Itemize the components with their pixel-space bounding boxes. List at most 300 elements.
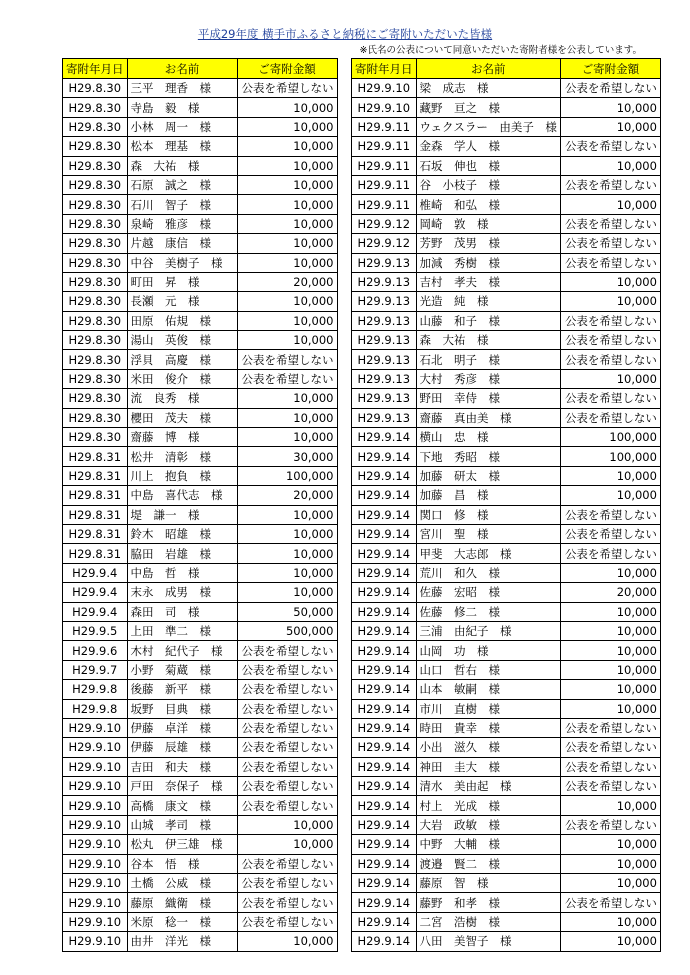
name-cell: 松本 理基 様 (127, 137, 237, 156)
header-date: 寄附年月日 (352, 59, 417, 79)
amount-cell: 10,000 (237, 234, 337, 253)
date-cell: H29.9.10 (63, 932, 128, 951)
amount-cell: 10,000 (237, 815, 337, 834)
date-cell: H29.9.11 (352, 195, 417, 214)
amount-cell: 20,000 (237, 272, 337, 291)
name-cell: 伊藤 卓洋 様 (127, 718, 237, 737)
table-row (63, 331, 338, 350)
amount-cell: 10,000 (237, 117, 337, 136)
date-cell: H29.9.10 (63, 796, 128, 815)
amount-cell: 10,000 (560, 272, 660, 291)
table-row (63, 699, 338, 718)
table-row (63, 680, 338, 699)
amount-cell: 10,000 (560, 602, 660, 621)
amount-cell: 公表を希望しない (237, 854, 337, 873)
amount-cell: 100,000 (237, 466, 337, 485)
table-row (352, 369, 661, 388)
date-cell: H29.9.13 (352, 253, 417, 272)
date-cell: H29.9.14 (352, 699, 417, 718)
date-cell: H29.8.30 (63, 156, 128, 175)
date-cell: H29.9.11 (352, 117, 417, 136)
name-cell: 佐藤 修二 様 (416, 602, 560, 621)
amount-cell: 公表を希望しない (560, 544, 660, 563)
amount-cell: 公表を希望しない (560, 408, 660, 427)
amount-cell: 公表を希望しない (237, 660, 337, 679)
name-cell: 椎崎 和弘 様 (416, 195, 560, 214)
table-row (63, 505, 338, 524)
name-cell: 中野 大輔 様 (416, 835, 560, 854)
name-cell: 森田 司 様 (127, 602, 237, 621)
amount-cell: 10,000 (560, 680, 660, 699)
amount-cell: 10,000 (560, 117, 660, 136)
date-cell: H29.9.14 (352, 893, 417, 912)
amount-cell: 公表を希望しない (560, 718, 660, 737)
table-row (63, 311, 338, 330)
table-row (352, 98, 661, 117)
date-cell: H29.8.30 (63, 175, 128, 194)
name-cell: 村上 光成 様 (416, 796, 560, 815)
date-cell: H29.9.14 (352, 835, 417, 854)
date-cell: H29.9.14 (352, 583, 417, 602)
name-cell: 二宮 浩樹 様 (416, 912, 560, 931)
name-cell: 鈴木 昭雄 様 (127, 524, 237, 543)
table-row (352, 486, 661, 505)
name-cell: 由井 洋光 様 (127, 932, 237, 951)
amount-cell: 公表を希望しない (560, 234, 660, 253)
table-row (352, 175, 661, 194)
date-cell: H29.9.10 (63, 815, 128, 834)
amount-cell: 公表を希望しない (237, 641, 337, 660)
name-cell: 石坂 伸也 様 (416, 156, 560, 175)
date-cell: H29.8.30 (63, 214, 128, 233)
date-cell: H29.9.13 (352, 369, 417, 388)
amount-cell: 公表を希望しない (560, 505, 660, 524)
amount-cell: 10,000 (560, 660, 660, 679)
name-cell: 後藤 新平 様 (127, 680, 237, 699)
name-cell: 伊藤 辰雄 様 (127, 738, 237, 757)
date-cell: H29.8.30 (63, 428, 128, 447)
amount-cell: 10,000 (237, 292, 337, 311)
date-cell: H29.9.14 (352, 874, 417, 893)
date-cell: H29.8.31 (63, 544, 128, 563)
amount-cell: 公表を希望しない (237, 777, 337, 796)
amount-cell: 10,000 (237, 175, 337, 194)
name-cell: 中谷 美樹子 様 (127, 253, 237, 272)
date-cell: H29.9.14 (352, 660, 417, 679)
table-row (352, 835, 661, 854)
table-row (63, 117, 338, 136)
amount-cell: 10,000 (560, 854, 660, 873)
table-row (63, 175, 338, 194)
amount-cell: 20,000 (237, 486, 337, 505)
donor-table-right (351, 58, 661, 952)
table-row (352, 660, 661, 679)
date-cell: H29.9.14 (352, 680, 417, 699)
amount-cell: 10,000 (560, 912, 660, 931)
amount-cell: 10,000 (560, 466, 660, 485)
name-cell: 松井 清彰 様 (127, 447, 237, 466)
amount-cell: 10,000 (560, 563, 660, 582)
name-cell: 八田 美智子 様 (416, 932, 560, 951)
amount-cell: 10,000 (237, 524, 337, 543)
amount-cell: 公表を希望しない (560, 389, 660, 408)
date-cell: H29.8.31 (63, 524, 128, 543)
table-row (63, 524, 338, 543)
amount-cell: 公表を希望しない (560, 311, 660, 330)
date-cell: H29.9.14 (352, 718, 417, 737)
table-row (352, 757, 661, 776)
table-row (352, 466, 661, 485)
amount-cell: 10,000 (237, 505, 337, 524)
table-row (352, 389, 661, 408)
name-cell: 藏野 亘之 様 (416, 98, 560, 117)
name-cell: 藤野 和孝 様 (416, 893, 560, 912)
name-cell: 中島 喜代志 様 (127, 486, 237, 505)
amount-cell: 10,000 (237, 544, 337, 563)
table-row (352, 718, 661, 737)
name-cell: 川上 抱負 様 (127, 466, 237, 485)
name-cell: 泉崎 雅彦 様 (127, 214, 237, 233)
table-row (63, 272, 338, 291)
table-row (63, 815, 338, 834)
name-cell: 佐藤 宏昭 様 (416, 583, 560, 602)
name-cell: 藤原 智 様 (416, 874, 560, 893)
name-cell: 荒川 和久 様 (416, 563, 560, 582)
table-row (352, 79, 661, 98)
donor-table-left-body (63, 79, 338, 952)
amount-cell: 10,000 (237, 311, 337, 330)
table-row (63, 253, 338, 272)
name-cell: 米田 俊介 様 (127, 369, 237, 388)
name-cell: 山藤 和子 様 (416, 311, 560, 330)
header-amount: ご寄附金額 (237, 59, 337, 79)
table-row (352, 583, 661, 602)
name-cell: 吉村 孝夫 様 (416, 272, 560, 291)
name-cell: 光造 純 様 (416, 292, 560, 311)
date-cell: H29.9.14 (352, 738, 417, 757)
amount-cell: 公表を希望しない (237, 369, 337, 388)
amount-cell: 100,000 (560, 428, 660, 447)
date-cell: H29.9.11 (352, 175, 417, 194)
table-row (63, 563, 338, 582)
amount-cell: 10,000 (237, 253, 337, 272)
date-cell: H29.9.6 (63, 641, 128, 660)
amount-cell: 10,000 (237, 195, 337, 214)
table-row (63, 641, 338, 660)
name-cell: 大岩 政敏 様 (416, 815, 560, 834)
table-row (352, 874, 661, 893)
amount-cell: 10,000 (237, 428, 337, 447)
amount-cell: 公表を希望しない (237, 757, 337, 776)
header-date: 寄附年月日 (63, 59, 128, 79)
date-cell: H29.8.30 (63, 79, 128, 98)
amount-cell: 10,000 (237, 98, 337, 117)
amount-cell: 公表を希望しない (560, 137, 660, 156)
name-cell: 谷 小枝子 様 (416, 175, 560, 194)
name-cell: 長瀬 元 様 (127, 292, 237, 311)
date-cell: H29.8.30 (63, 369, 128, 388)
date-cell: H29.9.13 (352, 311, 417, 330)
date-cell: H29.8.31 (63, 505, 128, 524)
table-row (63, 796, 338, 815)
date-cell: H29.9.11 (352, 156, 417, 175)
date-cell: H29.9.11 (352, 137, 417, 156)
table-row (63, 408, 338, 427)
name-cell: 森 大祐 様 (127, 156, 237, 175)
name-cell: 櫻田 茂夫 様 (127, 408, 237, 427)
amount-cell: 10,000 (560, 796, 660, 815)
table-row (63, 137, 338, 156)
table-row (352, 311, 661, 330)
name-cell: 吉田 和夫 様 (127, 757, 237, 776)
date-cell: H29.9.4 (63, 602, 128, 621)
date-cell: H29.9.14 (352, 466, 417, 485)
table-row (352, 854, 661, 873)
name-cell: 谷本 悟 様 (127, 854, 237, 873)
name-cell: 大村 秀彦 様 (416, 369, 560, 388)
amount-cell: 公表を希望しない (237, 699, 337, 718)
amount-cell: 10,000 (560, 874, 660, 893)
table-row (63, 777, 338, 796)
amount-cell: 100,000 (560, 447, 660, 466)
table-row (352, 777, 661, 796)
name-cell: 上田 準二 様 (127, 621, 237, 640)
table-row (63, 621, 338, 640)
donor-table-left (62, 58, 338, 952)
amount-cell: 公表を希望しない (560, 214, 660, 233)
date-cell: H29.8.30 (63, 195, 128, 214)
donor-table-right-body (352, 79, 661, 952)
name-cell: 渡邉 賢二 様 (416, 854, 560, 873)
name-cell: 山岡 功 様 (416, 641, 560, 660)
date-cell: H29.8.31 (63, 466, 128, 485)
name-cell: 三浦 由紀子 様 (416, 621, 560, 640)
name-cell: 芳野 茂男 様 (416, 234, 560, 253)
name-cell: 坂野 目典 様 (127, 699, 237, 718)
name-cell: 横山 忠 様 (416, 428, 560, 447)
name-cell: 堤 謙一 様 (127, 505, 237, 524)
date-cell: H29.9.10 (63, 835, 128, 854)
name-cell: 山本 敏嗣 様 (416, 680, 560, 699)
amount-cell: 公表を希望しない (560, 350, 660, 369)
amount-cell: 10,000 (237, 389, 337, 408)
table-row (352, 524, 661, 543)
date-cell: H29.9.10 (63, 738, 128, 757)
date-cell: H29.8.30 (63, 350, 128, 369)
amount-cell: 公表を希望しない (560, 815, 660, 834)
amount-cell: 10,000 (237, 137, 337, 156)
table-row (352, 699, 661, 718)
table-row (352, 117, 661, 136)
date-cell: H29.8.31 (63, 486, 128, 505)
table-row (352, 893, 661, 912)
date-cell: H29.9.7 (63, 660, 128, 679)
document-title: 平成29年度 横手市ふるさと納税にご寄附いただいた皆様 (197, 27, 493, 41)
date-cell: H29.9.14 (352, 757, 417, 776)
amount-cell: 10,000 (237, 835, 337, 854)
date-cell: H29.9.14 (352, 621, 417, 640)
name-cell: 金森 学人 様 (416, 137, 560, 156)
date-cell: H29.9.14 (352, 447, 417, 466)
date-cell: H29.8.30 (63, 234, 128, 253)
amount-cell: 公表を希望しない (560, 738, 660, 757)
date-cell: H29.9.13 (352, 408, 417, 427)
name-cell: 松丸 伊三雄 様 (127, 835, 237, 854)
amount-cell: 公表を希望しない (237, 79, 337, 98)
date-cell: H29.8.30 (63, 292, 128, 311)
disclosure-note: ※氏名の公表について同意いただいた寄附者様を公表しています。 (359, 45, 642, 56)
amount-cell: 500,000 (237, 621, 337, 640)
table-row (352, 331, 661, 350)
date-cell: H29.9.10 (63, 757, 128, 776)
date-cell: H29.9.14 (352, 932, 417, 951)
table-row (63, 428, 338, 447)
date-cell: H29.9.14 (352, 641, 417, 660)
amount-cell: 10,000 (560, 641, 660, 660)
table-row (63, 79, 338, 98)
amount-cell: 公表を希望しない (560, 893, 660, 912)
name-cell: 時田 貴幸 様 (416, 718, 560, 737)
date-cell: H29.9.12 (352, 214, 417, 233)
table-row (63, 98, 338, 117)
name-cell: 山城 孝司 様 (127, 815, 237, 834)
table-row (352, 350, 661, 369)
amount-cell: 30,000 (237, 447, 337, 466)
date-cell: H29.9.10 (63, 854, 128, 873)
date-cell: H29.9.8 (63, 680, 128, 699)
date-cell: H29.9.5 (63, 621, 128, 640)
date-cell: H29.8.31 (63, 447, 128, 466)
date-cell: H29.9.13 (352, 331, 417, 350)
amount-cell: 公表を希望しない (560, 79, 660, 98)
amount-cell: 公表を希望しない (560, 253, 660, 272)
amount-cell: 10,000 (560, 98, 660, 117)
amount-cell: 10,000 (560, 932, 660, 951)
table-row (352, 602, 661, 621)
amount-cell: 公表を希望しない (560, 331, 660, 350)
name-cell: 石北 明子 様 (416, 350, 560, 369)
amount-cell: 公表を希望しない (560, 524, 660, 543)
table-row (63, 738, 338, 757)
table-row (63, 195, 338, 214)
name-cell: 甲斐 大志郎 様 (416, 544, 560, 563)
date-cell: H29.8.30 (63, 408, 128, 427)
date-cell: H29.9.10 (63, 718, 128, 737)
name-cell: 藤原 織衛 様 (127, 893, 237, 912)
table-row (63, 350, 338, 369)
name-cell: 湯山 英俊 様 (127, 331, 237, 350)
table-row (352, 912, 661, 931)
table-row (352, 641, 661, 660)
table-row (63, 718, 338, 737)
table-row (352, 195, 661, 214)
date-cell: H29.9.13 (352, 292, 417, 311)
name-cell: 流 良秀 様 (127, 389, 237, 408)
table-row (352, 680, 661, 699)
amount-cell: 公表を希望しない (237, 912, 337, 931)
amount-cell: 10,000 (237, 156, 337, 175)
table-row (352, 738, 661, 757)
amount-cell: 10,000 (560, 195, 660, 214)
header-name: お名前 (127, 59, 237, 79)
date-cell: H29.9.10 (63, 893, 128, 912)
table-row (63, 912, 338, 931)
table-row (63, 369, 338, 388)
date-cell: H29.9.14 (352, 796, 417, 815)
date-cell: H29.9.14 (352, 524, 417, 543)
amount-cell: 10,000 (237, 583, 337, 602)
table-row (352, 447, 661, 466)
amount-cell: 10,000 (560, 621, 660, 640)
name-cell: 土橋 公威 様 (127, 874, 237, 893)
table-row (63, 757, 338, 776)
table-row (352, 292, 661, 311)
table-row (352, 544, 661, 563)
table-row (63, 602, 338, 621)
amount-cell: 20,000 (560, 583, 660, 602)
date-cell: H29.9.4 (63, 563, 128, 582)
name-cell: 末永 成男 様 (127, 583, 237, 602)
table-row (63, 466, 338, 485)
date-cell: H29.9.13 (352, 389, 417, 408)
name-cell: 加減 秀樹 様 (416, 253, 560, 272)
table-row (63, 214, 338, 233)
amount-cell: 10,000 (237, 563, 337, 582)
name-cell: 高橋 康文 様 (127, 796, 237, 815)
name-cell: 梁 成志 様 (416, 79, 560, 98)
date-cell: H29.9.14 (352, 428, 417, 447)
amount-cell: 10,000 (560, 369, 660, 388)
table-row (352, 214, 661, 233)
header-row (352, 59, 661, 79)
date-cell: H29.8.30 (63, 311, 128, 330)
table-row (352, 156, 661, 175)
amount-cell: 50,000 (237, 602, 337, 621)
amount-cell: 10,000 (560, 486, 660, 505)
name-cell: 関口 修 様 (416, 505, 560, 524)
amount-cell: 10,000 (237, 214, 337, 233)
table-row (63, 854, 338, 873)
name-cell: 加藤 昌 様 (416, 486, 560, 505)
date-cell: H29.8.30 (63, 117, 128, 136)
name-cell: 宮川 聖 様 (416, 524, 560, 543)
amount-cell: 10,000 (237, 932, 337, 951)
amount-cell: 公表を希望しない (560, 757, 660, 776)
table-row (352, 253, 661, 272)
amount-cell: 公表を希望しない (560, 175, 660, 194)
name-cell: 小林 周一 様 (127, 117, 237, 136)
date-cell: H29.9.14 (352, 602, 417, 621)
date-cell: H29.9.14 (352, 505, 417, 524)
amount-cell: 10,000 (560, 835, 660, 854)
table-row (63, 874, 338, 893)
date-cell: H29.9.13 (352, 350, 417, 369)
date-cell: H29.9.14 (352, 486, 417, 505)
amount-cell: 10,000 (560, 292, 660, 311)
table-row (63, 932, 338, 951)
name-cell: ウェクスラー 由美子 様 (416, 117, 560, 136)
table-row (352, 137, 661, 156)
table-row (352, 408, 661, 427)
date-cell: H29.9.12 (352, 234, 417, 253)
name-cell: 下地 秀昭 様 (416, 447, 560, 466)
name-cell: 中島 哲 様 (127, 563, 237, 582)
date-cell: H29.9.13 (352, 272, 417, 291)
amount-cell: 公表を希望しない (237, 874, 337, 893)
table-row (63, 893, 338, 912)
date-cell: H29.9.4 (63, 583, 128, 602)
amount-cell: 公表を希望しない (560, 777, 660, 796)
